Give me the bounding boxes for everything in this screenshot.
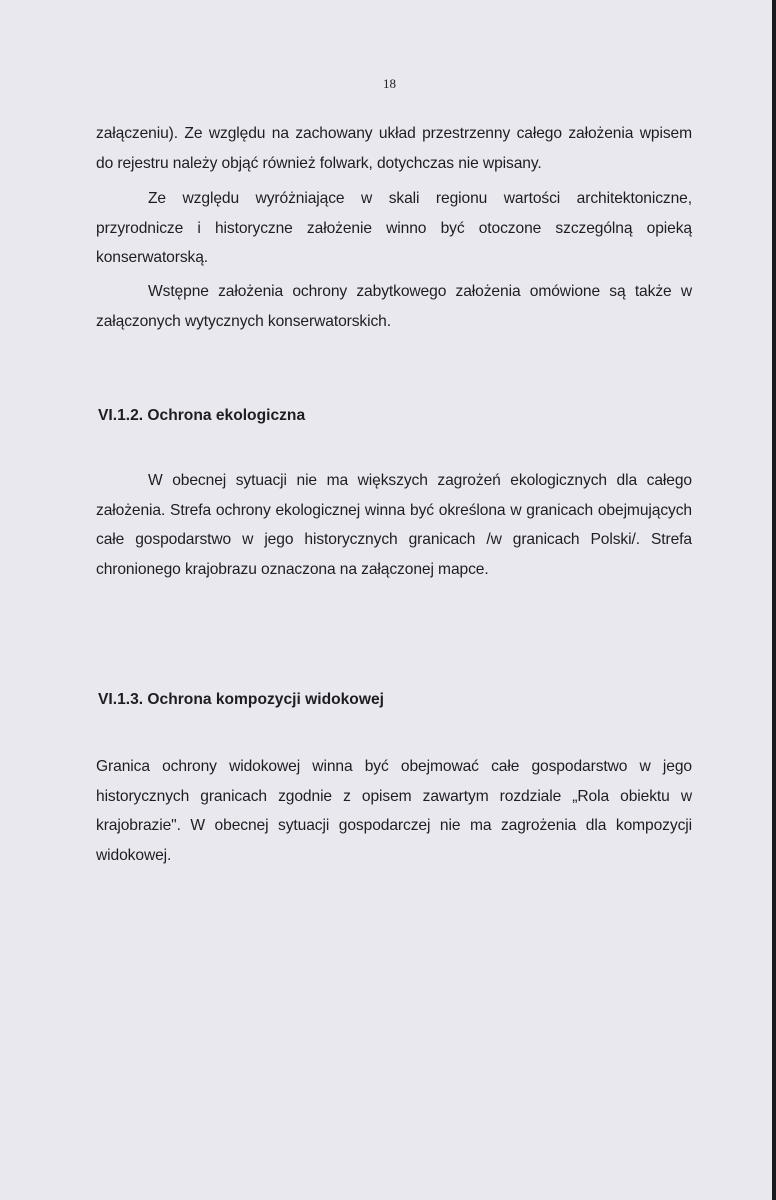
section-heading-ecological: VI.1.2. Ochrona ekologiczna [98,407,306,424]
section-heading-view-composition: VI.1.3. Ochrona kompozycji widokowej [98,691,384,708]
paragraph-2: Ze względu wyróżniające w skali regionu wartości architektoniczne, przyrodnicze i historyczne założenie winno być otoczone szczególną opieką konserwatorską. [96,190,692,267]
paragraph-5: Granica ochrony widokowej winna być obejmować całe gospodarstwo w jego historycznych granicach zgodnie z opisem zawartym rozdziale „Rola obiektu w krajobrazie". W obecnej sytuacji gospodarczej nie ma zagrożenia dla kompozycji widokowej. [96,758,692,864]
page-number: 18 [383,76,396,91]
paragraph-3: Wstępne założenia ochrony zabytkowego założenia omówione są także w załączonych wytycznych konserwatorskich. [96,283,692,330]
page-edge [772,0,776,1200]
paragraph-1: załączeniu). Ze względu na zachowany układ przestrzenny całego założenia wpisem do rejestru należy objąć również folwark, dotychczas nie wpisany. [96,125,692,172]
paragraph-4: W obecnej sytuacji nie ma większych zagrożeń ekologicznych dla całego założenia. Strefa ochrony ekologicznej winna być określona w granicach obejmujących całe gospodarstwo w jego historycznych granicach /w granicach Polski/. Strefa chronionego krajobrazu oznaczona na załączonej mapce. [96,472,692,578]
